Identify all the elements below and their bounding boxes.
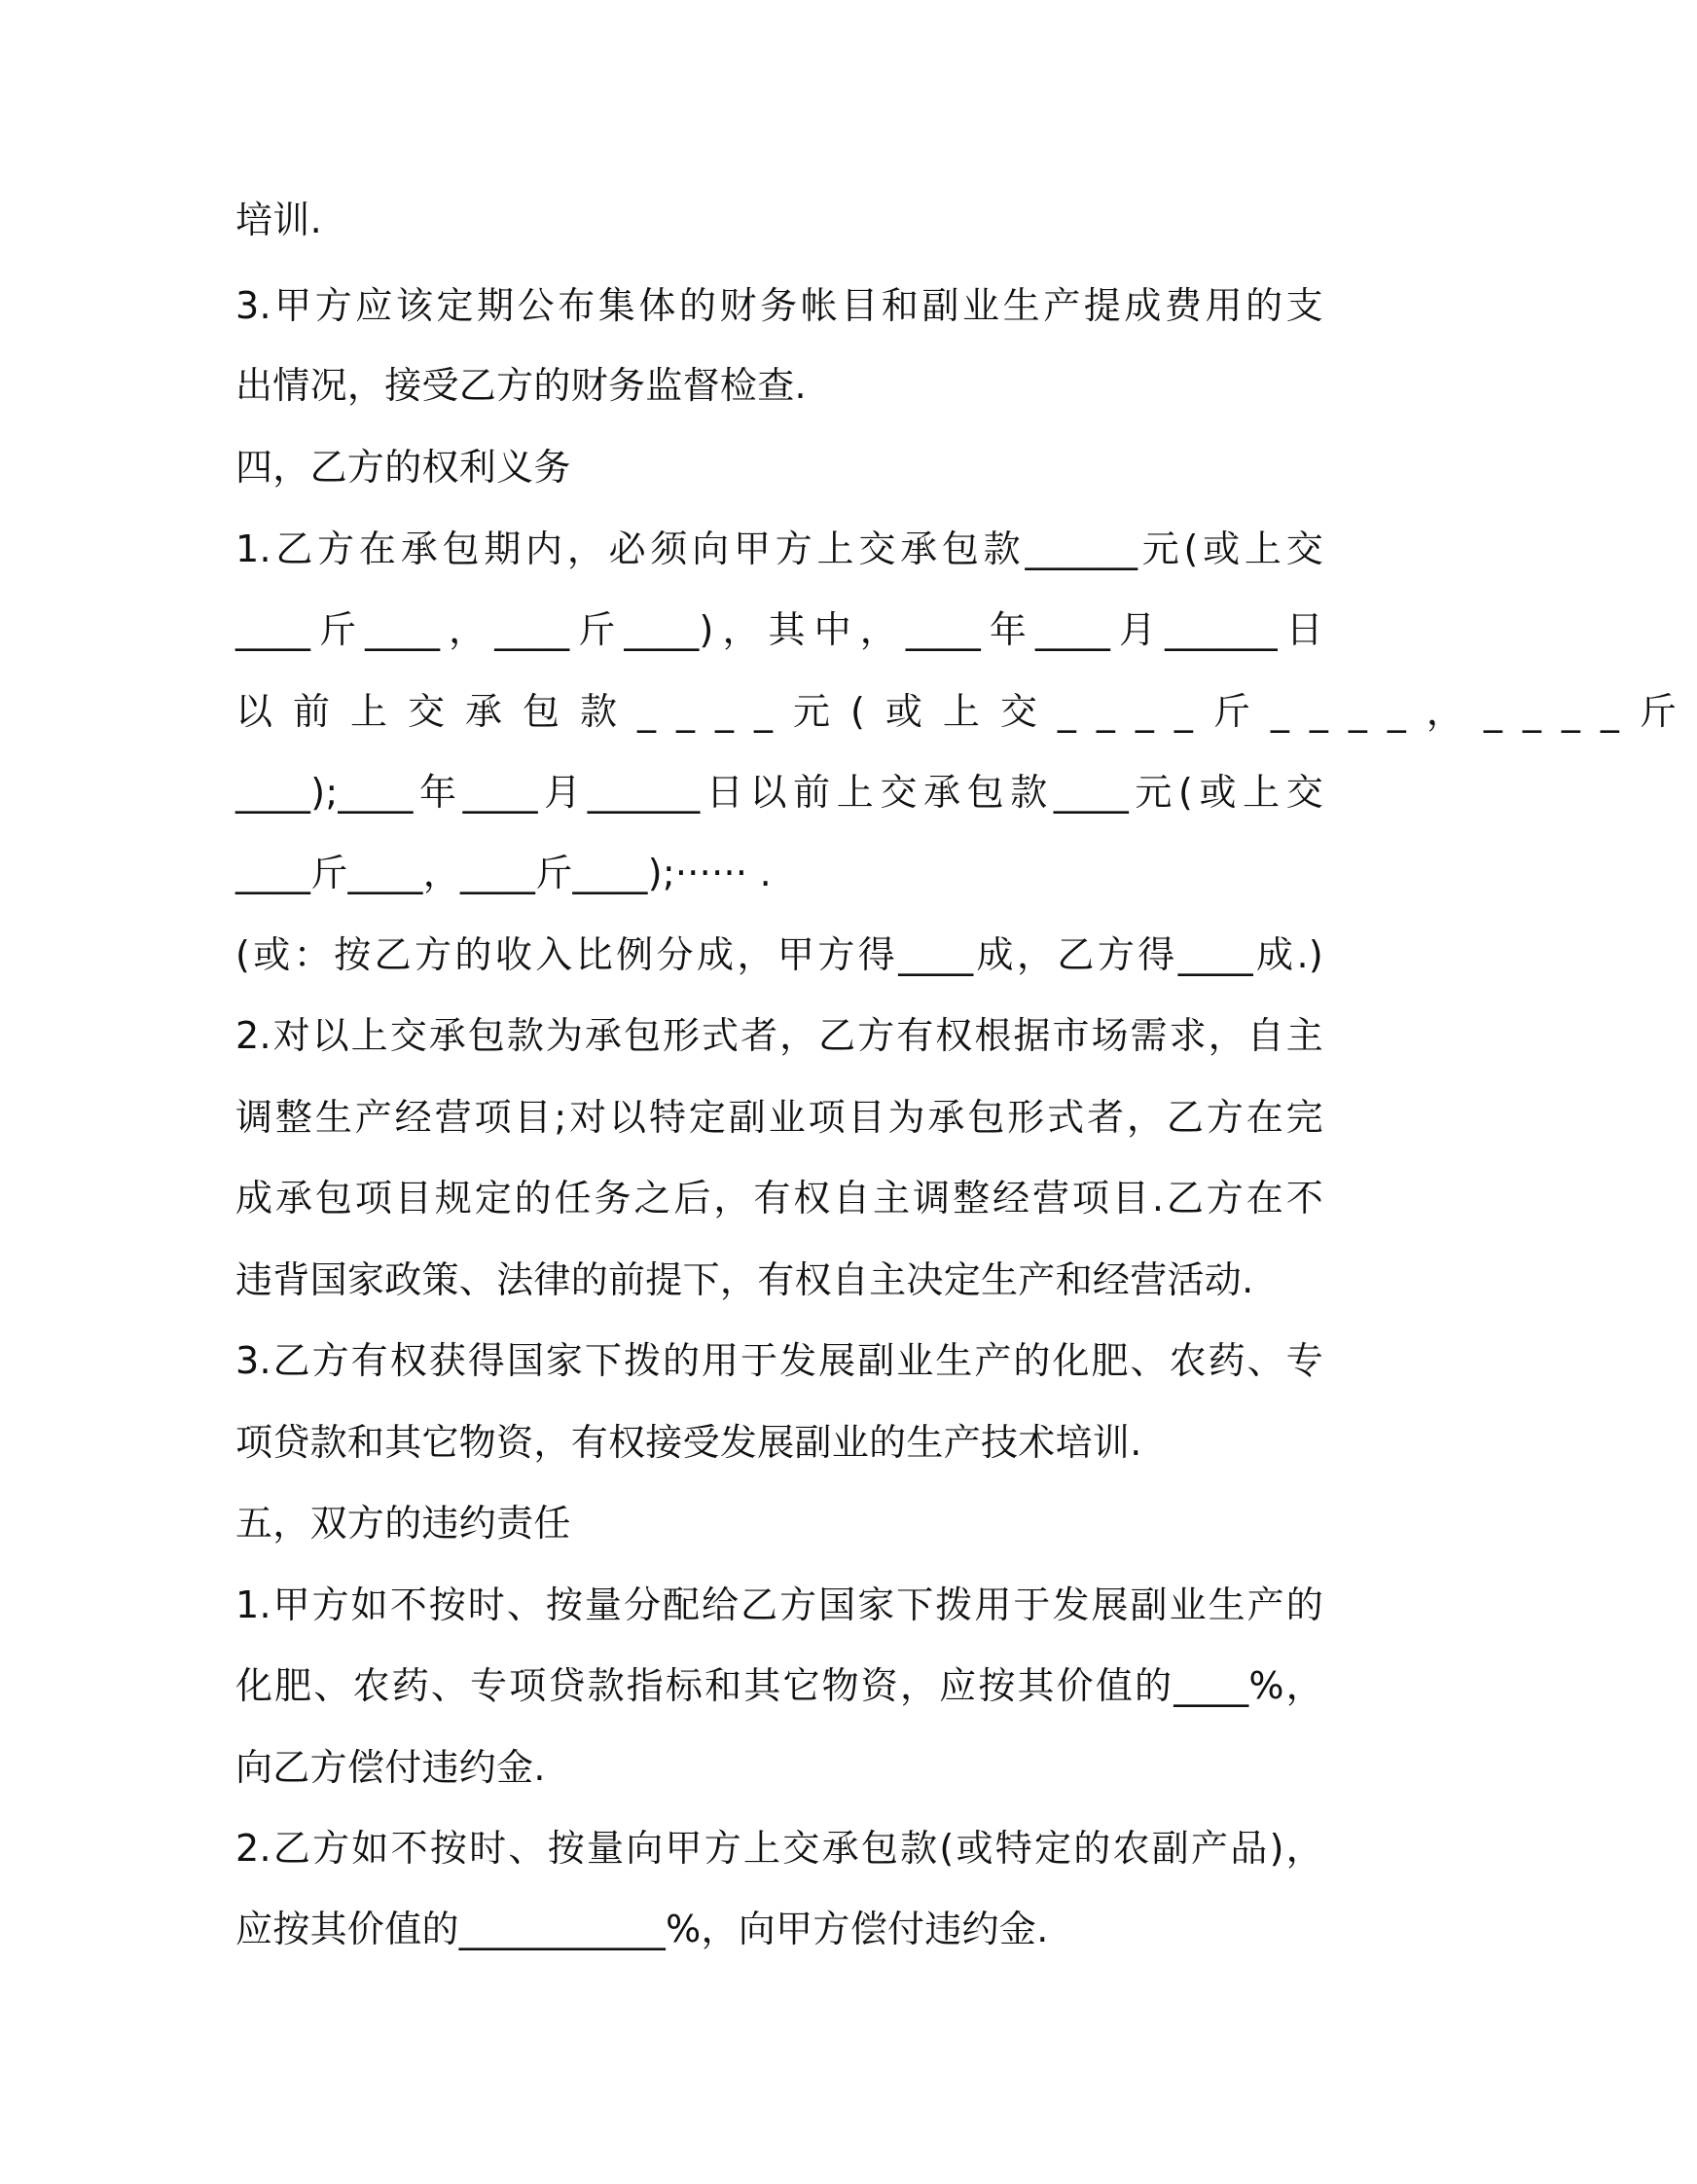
clause-4-1-line-2: ____斤____，____斤____)，其中，____年____月______日 [235, 608, 1323, 651]
clause-4-1-line-3: 以前上交承包款____元(或上交____斤____，____斤 [235, 690, 1697, 733]
clause-4-2-line-1: 2.对以上交承包款为承包形式者，乙方有权根据市场需求，自主 [235, 1014, 1323, 1057]
clause-4-2-line-3: 成承包项目规定的任务之后，有权自主调整经营项目.乙方在不 [235, 1177, 1323, 1219]
clause-5-2-line-1: 2.乙方如不按时、按量向甲方上交承包款(或特定的农副产品)， [235, 1827, 1323, 1870]
clause-4-1-line-4: ____);____年____月______日以前上交承包款____元(或上交 [235, 771, 1323, 814]
clause-5-1-line-3: 向乙方偿付违约金. [235, 1746, 546, 1789]
clause-5-1-line-1: 1.甲方如不按时、按量分配给乙方国家下拨用于发展副业生产的 [235, 1583, 1323, 1626]
clause-4-3-line-2: 项贷款和其它物资，有权接受发展副业的生产技术培训. [235, 1421, 1142, 1464]
clause-4-1-line-5: ____斤____，____斤____);······ . [235, 852, 772, 894]
line-continuation: 培训. [235, 199, 322, 241]
clause-4-1-alternative: (或：按乙方的收入比例分成，甲方得____成，乙方得____成.) [235, 933, 1323, 976]
clause-4-1-line-1: 1.乙方在承包期内，必须向甲方上交承包款______元(或上交 [235, 528, 1323, 570]
clause-3-line-2: 出情况，接受乙方的财务监督检查. [235, 364, 807, 407]
section-5-heading: 五，双方的违约责任 [235, 1502, 571, 1545]
clause-4-2-line-4: 违背国家政策、法律的前提下，有权自主决定生产和经营活动. [235, 1258, 1254, 1301]
clause-5-2-line-2: 应按其价值的___________%，向甲方偿付违约金. [235, 1908, 1049, 1950]
clause-3-line-1: 3.甲方应该定期公布集体的财务帐目和副业生产提成费用的支 [235, 284, 1323, 327]
clause-5-1-line-2: 化肥、农药、专项贷款指标和其它物资，应按其价值的____%， [235, 1664, 1323, 1707]
clause-4-2-line-2: 调整生产经营项目;对以特定副业项目为承包形式者，乙方在完 [235, 1096, 1323, 1139]
section-4-heading: 四，乙方的权利义务 [235, 446, 571, 489]
clause-4-3-line-1: 3.乙方有权获得国家下拨的用于发展副业生产的化肥、农药、专 [235, 1339, 1323, 1382]
